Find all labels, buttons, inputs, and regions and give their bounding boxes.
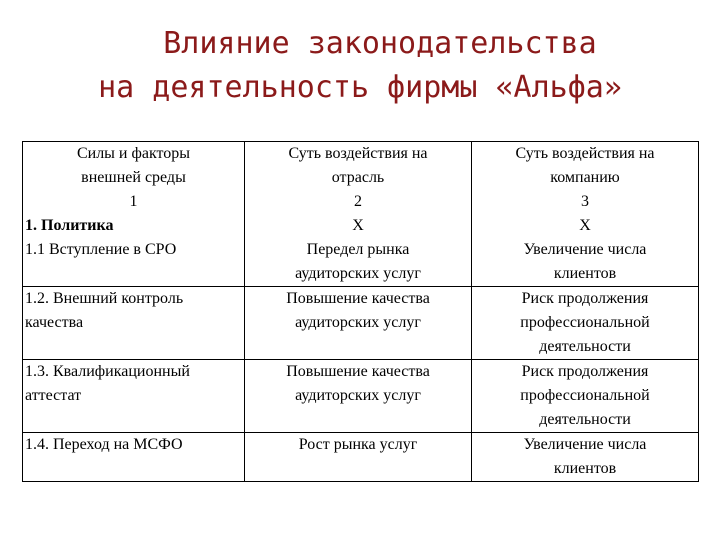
- cell-text: Рост рынка услуг: [298, 436, 418, 453]
- section-row: [23, 214, 699, 238]
- header-text: Суть воздействия на: [288, 145, 428, 162]
- table-row: [23, 287, 699, 360]
- table-row: [23, 238, 699, 287]
- cell-text: 1.2. Внешний контроль: [25, 290, 184, 307]
- cell-text: деятельности: [539, 411, 631, 428]
- cell-text: Увеличение числа: [523, 241, 647, 258]
- page-title: [0, 22, 720, 110]
- industry-cell: [245, 360, 472, 433]
- column-number: 2: [245, 190, 472, 214]
- company-cell: [472, 360, 699, 433]
- cell-text: Передел рынка: [306, 241, 410, 258]
- header-factors: [23, 142, 245, 191]
- header-company: [472, 142, 699, 191]
- title-line-1: Влияние законодательства: [163, 26, 597, 61]
- header-text: Суть воздействия на: [515, 145, 655, 162]
- company-cell: [472, 238, 699, 287]
- column-number: 3: [472, 190, 699, 214]
- header-industry: [245, 142, 472, 191]
- section-mark: Х: [472, 214, 699, 238]
- cell-text: 1.4. Переход на МСФО: [25, 436, 183, 453]
- title-line-2: на деятельность фирмы «Альфа»: [98, 70, 622, 105]
- industry-cell: [245, 287, 472, 360]
- header-text: компанию: [550, 169, 620, 186]
- cell-text: качества: [25, 314, 84, 331]
- cell-text: аудиторских услуг: [295, 265, 421, 282]
- factor-cell: [23, 287, 245, 360]
- cell-text: клиентов: [553, 265, 617, 282]
- factor-cell: [23, 360, 245, 433]
- cell-text: аудиторских услуг: [295, 314, 421, 331]
- table-header-row: [23, 142, 699, 191]
- cell-text: 1.1 Вступление в СРО: [25, 241, 177, 258]
- table-row: [23, 360, 699, 433]
- cell-text: 1.3. Квалификационный: [25, 363, 190, 380]
- cell-text: деятельности: [539, 338, 631, 355]
- cell-text: профессиональной: [520, 387, 650, 404]
- header-text: отрасль: [331, 169, 385, 186]
- company-cell: [472, 287, 699, 360]
- cell-text: аудиторских услуг: [295, 387, 421, 404]
- column-number-row: [23, 190, 699, 214]
- factor-cell: [23, 238, 245, 287]
- header-text: внешней среды: [81, 169, 186, 186]
- header-text: Силы и факторы: [76, 145, 191, 162]
- influence-table: [22, 141, 699, 482]
- table-row: [23, 433, 699, 482]
- cell-text: Увеличение числа: [523, 436, 647, 453]
- cell-text: Риск продолжения: [521, 363, 649, 380]
- section-mark: Х: [245, 214, 472, 238]
- cell-text: Повышение качества: [286, 363, 430, 380]
- factor-cell: [23, 433, 245, 482]
- column-number: 1: [23, 190, 245, 214]
- cell-text: Повышение качества: [286, 290, 430, 307]
- industry-cell: [245, 433, 472, 482]
- cell-text: клиентов: [553, 460, 617, 477]
- industry-cell: [245, 238, 472, 287]
- cell-text: профессиональной: [520, 314, 650, 331]
- cell-text: аттестат: [25, 387, 82, 404]
- section-title: 1. Политика: [23, 214, 245, 238]
- cell-text: Риск продолжения: [521, 290, 649, 307]
- company-cell: [472, 433, 699, 482]
